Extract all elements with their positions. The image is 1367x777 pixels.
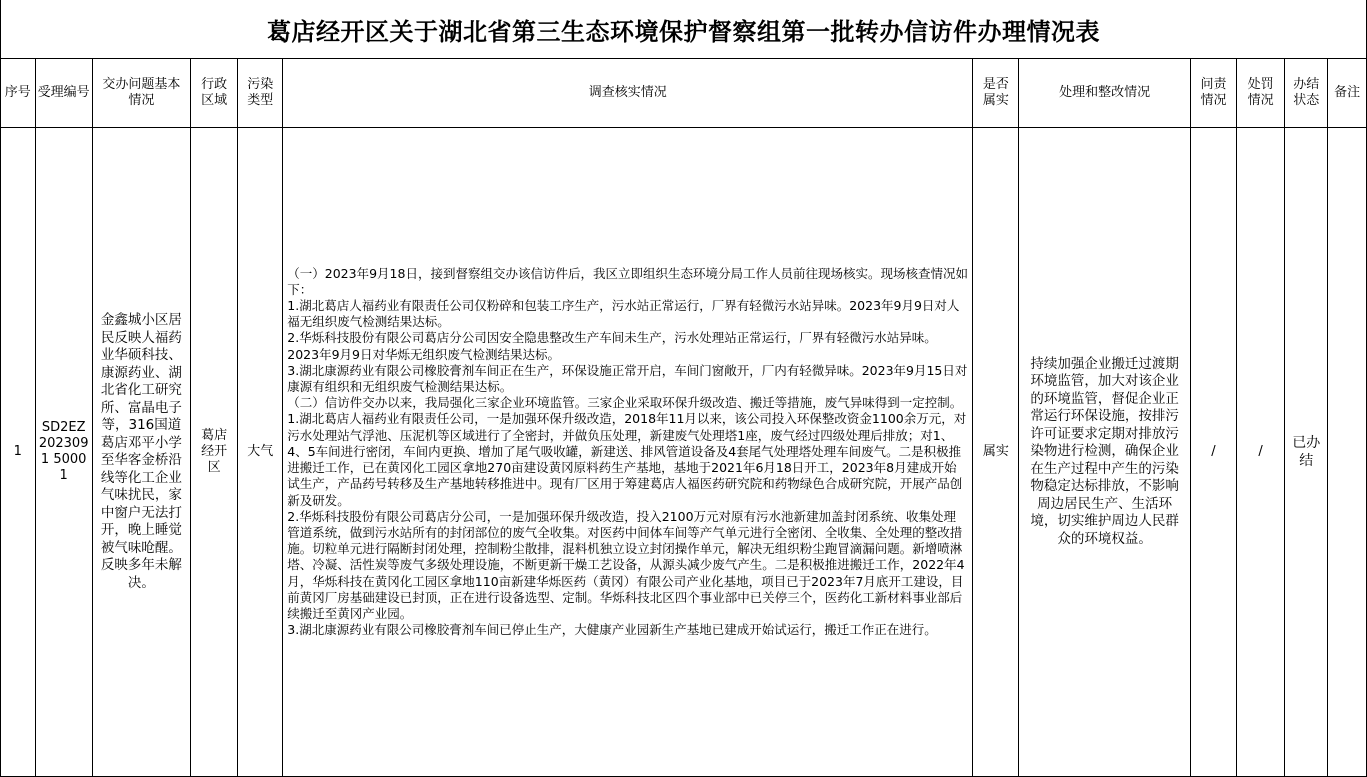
header-case-no: 受理编号 (35, 59, 92, 128)
header-pollution: 污染类型 (238, 59, 283, 128)
header-investigation: 调查核实情况 (283, 59, 973, 128)
header-region: 行政区域 (191, 59, 238, 128)
investigation-para: 2.华烁科技股份有限公司葛店分公司因安全隐患整改生产车间未生产，污水处理站正常运行，厂界有轻微污水站异味。2023年9月9日对华烁无组织废气检测结果达标。 (287, 330, 937, 362)
page-title: 葛店经开区关于湖北省第三生态环境保护督察组第一批转办信访件办理情况表 (267, 16, 1100, 46)
cell-handling: 持续加强企业搬迁过渡期环境监管，加大对该企业的环境监管，督促企业正常运行环保设施，按排污许可证要求定期对排放污染物进行检测，确保企业在生产过程中产生的污染物稳定达标排放，不影响周边居民生产、生活环境，切实维护周边人民群众的环境权益。 (1019, 128, 1191, 777)
cell-pollution: 大气 (238, 128, 283, 777)
cell-verified: 属实 (973, 128, 1019, 777)
header-status: 办结状态 (1285, 59, 1328, 128)
header-verified: 是否属实 (973, 59, 1019, 128)
title-row (1, 0, 1366, 59)
report-table (1, 59, 1366, 776)
cell-issue: 金鑫城小区居民反映人福药业华硕科技、康源药业、湖北省化工研究所、富晶电子等，316国道葛店邓平小学至华客金桥沿线等化工企业气味扰民，家中窗户无法打开，晚上睡觉被气味呛醒。反映多年未解决。 (92, 128, 190, 777)
cell-seq: 1 (1, 128, 35, 777)
header-row (1, 59, 1366, 128)
investigation-para: （二）信访件交办以来，我局强化三家企业环境监管。三家企业采取环保升级改造、搬迁等措施，废气异味得到一定控制。 (287, 395, 963, 411)
header-seq: 序号 (1, 59, 35, 128)
cell-status: 已办结 (1285, 128, 1328, 777)
cell-penalty: / (1237, 128, 1285, 777)
header-issue: 交办问题基本情况 (92, 59, 190, 128)
cell-accountability: / (1190, 128, 1236, 777)
table-row (1, 128, 1366, 777)
header-penalty: 处罚情况 (1237, 59, 1285, 128)
cell-remarks (1328, 128, 1366, 777)
cell-investigation (283, 128, 973, 777)
header-remarks: 备注 (1328, 59, 1366, 128)
header-accountability: 问责情况 (1190, 59, 1236, 128)
investigation-para: 3.湖北康源药业有限公司橡胶膏剂车间已停止生产，大健康产业园新生产基地已建成开始试运行，搬迁工作正在进行。 (287, 622, 937, 638)
investigation-para: 1.湖北葛店人福药业有限责任公司，一是加强环保升级改造，2018年11月以来，该公司投入环保整改资金1100余万元，对污水处理站气浮池、压泥机等区域进行了全密封，并做负压处理，新建废气处理塔1座，废气经过四级处理后排放；对1、4、5车间进行密闭，车间内更换、增加了尾气吸收罐，新建送、排风管道设备及4套尾气处理塔处理车间废气。二是积极推进搬迁工作，已在黄冈化工园区拿地270亩建设黄冈原料药生产基地，基地于2021年6月18日开工，2023年8月建成开始试生产，产品药号转移及生产基地转移推进中。现有厂区用于筹建葛店人福医药研究院和药物绿色合成研究院，开展产品创新及研发。 (287, 411, 967, 508)
header-handling: 处理和整改情况 (1019, 59, 1191, 128)
cell-case-no: SD2EZ2023091 50001 (35, 128, 92, 777)
investigation-para: 3.湖北康源药业有限公司橡胶膏剂车间正在生产，环保设施正常开启，车间门窗敞开，厂内有轻微异味。2023年9月15日对康源有组织和无组织废气检测结果达标。 (287, 362, 968, 395)
investigation-para: 1.湖北葛店人福药业有限责任公司仅粉碎和包装工序生产，污水站正常运行，厂界有轻微污水站异味。2023年9月9日对人福无组织废气检测结果达标。 (287, 298, 960, 330)
investigation-para: （一）2023年9月18日，接到督察组交办该信访件后，我区立即组织生态环境分局工作人员前往现场核实。现场核查情况如下： (287, 265, 968, 297)
cell-region: 葛店经开区 (191, 128, 238, 777)
investigation-para: 2.华烁科技股份有限公司葛店分公司，一是加强环保升级改造，投入2100万元对原有污水池新建加盖封闭系统、收集处理管道系统，做到污水站所有的封闭部位的废气全收集。对医药中间体车间等产气单元进行全密闭、全收集、全处理的整改措施。切粒单元进行隔断封闭处理，控制粉尘散排，混料机独立设立封闭操作单元，解决无组织粉尘跑冒滴漏问题。新增喷淋塔、冷凝、活性炭等废气多级处理设施，不断更新干燥工艺设备，从源头减少废气产生。二是积极推进搬迁工作，2022年4月，华烁科技在黄冈化工园区拿地110亩新建华烁医药（黄冈）有限公司产业化基地，项目已于2023年7月底开工建设，目前黄冈厂房基础建设已封顶，正在进行设备选型、定制。华烁科技北区四个事业部中已关停三个，医药化工新材料事业部后续搬迁至黄冈产业园。 (287, 508, 965, 621)
